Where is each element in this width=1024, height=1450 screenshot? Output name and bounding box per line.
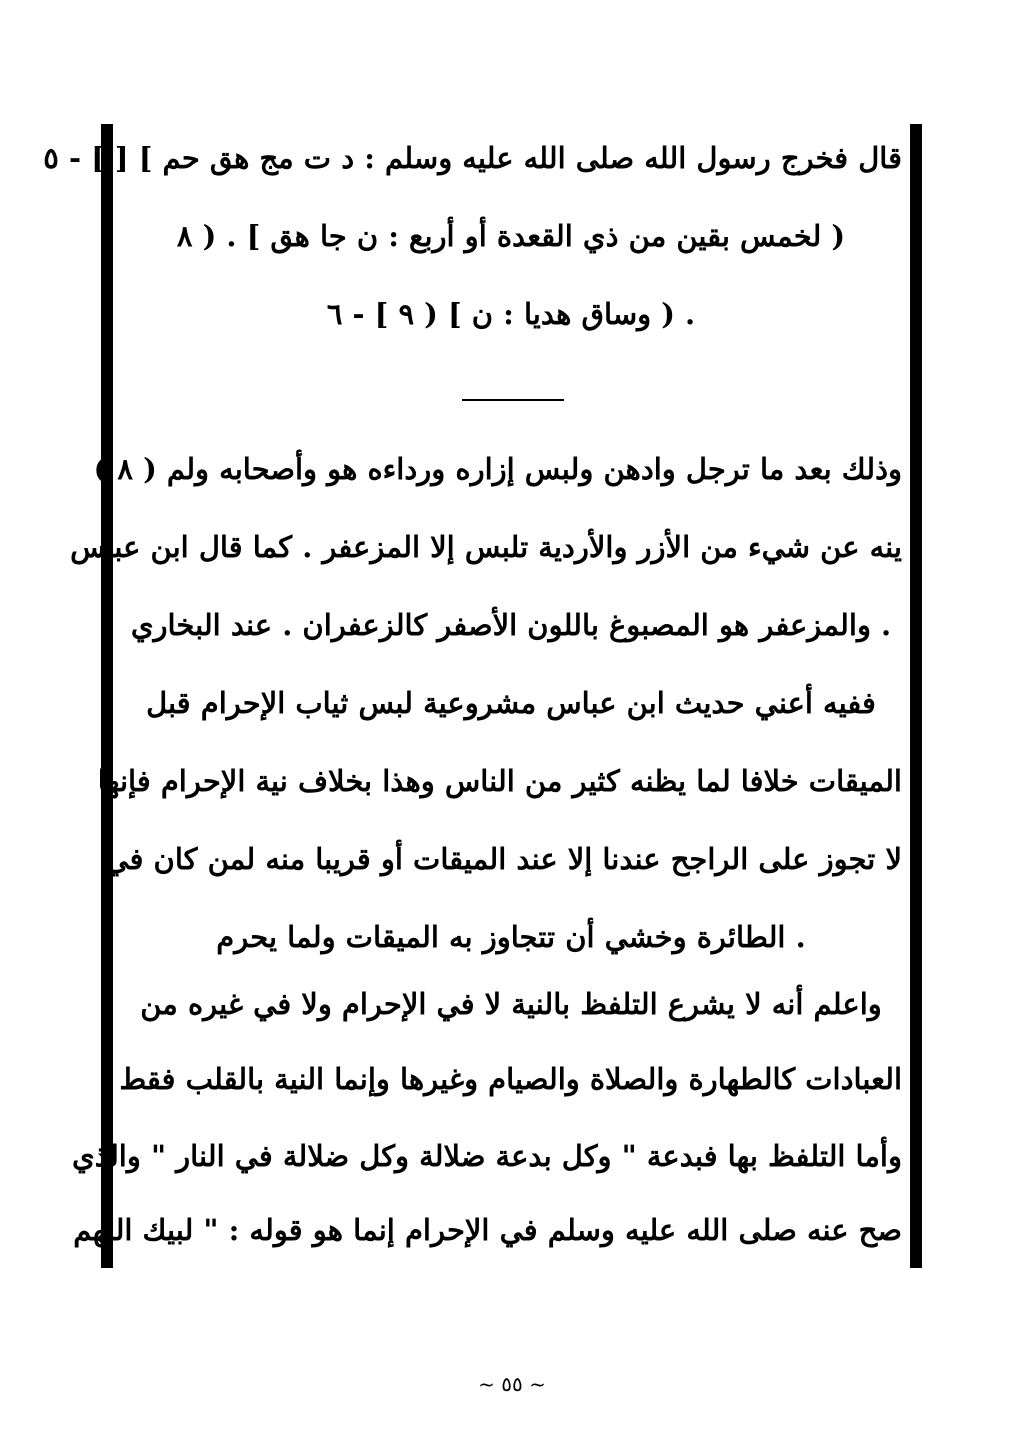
left-margin-bar <box>101 124 113 1268</box>
body-line: العبادات كالطهارة والصلاة والصيام وغيرها وإنما النية بالقلب فقط <box>119 1062 902 1096</box>
section-separator <box>462 399 564 401</box>
body-line: . والمزعفر هو المصبوغ باللون الأصفر كالزعفران . عند البخاري <box>130 608 892 642</box>
body-line: وذلك بعد ما ترجل وادهن ولبس إزاره ورداءه هو وأصحابه ولم ( ٨ ) <box>93 452 902 486</box>
body-line: . الطائرة وخشي أن تتجاوز به الميقات ولما يحرم <box>216 920 806 954</box>
right-margin-bar <box>910 124 922 1268</box>
page-number: ~ ٥٥ ~ <box>478 1372 546 1396</box>
body-line: ففيه أعني حديث ابن عباس مشروعية لبس ثياب الإحرام قبل <box>146 686 876 720</box>
footnote-line: ( لخمس بقين من ذي القعدة أو أربع : ن جا هق ] . ( ٨ <box>176 219 846 253</box>
body-line: صح عنه صلى الله عليه وسلم في الإحرام إنما هو قوله : " لبيك اللهم <box>73 1213 902 1247</box>
body-line: واعلم أنه لا يشرع التلفظ بالنية لا في الإحرام ولا في غيره من <box>140 987 882 1021</box>
body-line: وأما التلفظ بها فبدعة " وكل بدعة ضلالة وكل ضلالة في النار " والذي <box>72 1139 902 1173</box>
body-line: الميقات خلافا لما يظنه كثير من الناس وهذا بخلاف نية الإحرام فإنها <box>97 764 902 798</box>
body-line: ينه عن شيء من الأزر والأردية تلبس إلا المزعفر . كما قال ابن عباس <box>70 530 902 564</box>
footnote-line: قال فخرج رسول الله صلى الله عليه وسلم : د ت مج هق حم ] [ ] - ٥ <box>43 141 902 175</box>
footnote-line: . ( وساق هديا : ن ] ( ٩ ] - ٦ <box>326 297 696 331</box>
body-line: لا تجوز على الراجح عندنا إلا عند الميقات أو قريبا منه لمن كان في <box>105 842 902 876</box>
